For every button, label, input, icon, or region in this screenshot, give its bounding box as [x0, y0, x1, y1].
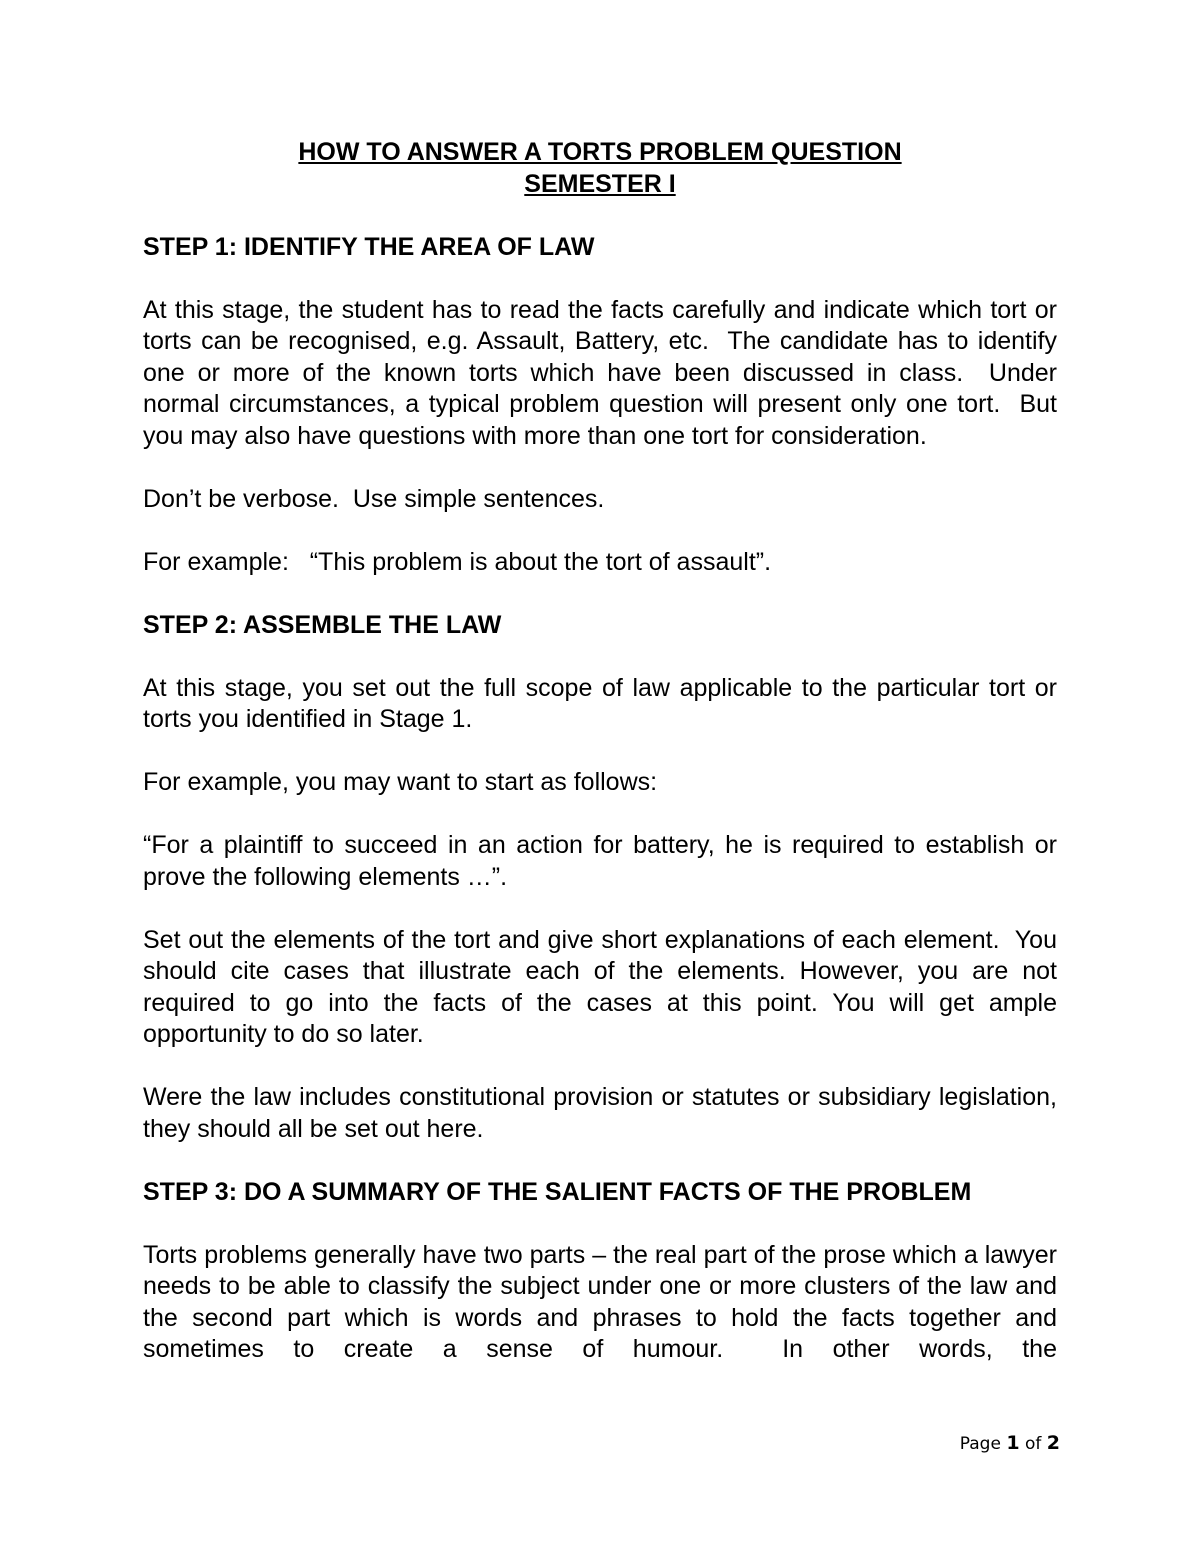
step2-paragraph-5: Were the law includes constitutional provision or statutes or subsidiary legislation, they should all be set out here.: [143, 1083, 1057, 1143]
page-label: Page: [959, 1434, 1001, 1454]
step2-paragraph-2: For example, you may want to start as follows:: [143, 768, 658, 796]
document-title: HOW TO ANSWER A TORTS PROBLEM QUESTION: [298, 138, 902, 166]
step1-paragraph-1: At this stage, the student has to read the facts carefully and indicate which tort or torts can be recognised, e.g. Assault, Battery, etc. The candidate has to identify one or more of the known torts which have been discussed in class. Under normal circumstances, a typical problem question will present only one tort. But you may also have questions with more than one tort for consideration.: [143, 295, 1064, 450]
page-footer: [960, 1432, 1060, 1454]
step1-paragraph-3: For example: “This problem is about the tort of assault”.: [143, 547, 772, 576]
step2-paragraph-4: Set out the elements of the tort and give short explanations of each element. You should cite cases that illustrate each of the elements. However, you are not required to go into the facts of the cases at this point. You will get ample opportunity to do so later.: [143, 925, 1064, 1048]
step2-paragraph-3: “For a plaintiff to succeed in an action for battery, he is required to establish or prove the following elements …”.: [143, 831, 1057, 891]
step1-heading: STEP 1: IDENTIFY THE AREA OF LAW: [143, 232, 595, 261]
step2-heading: STEP 2: ASSEMBLE THE LAW: [143, 610, 502, 639]
document-subtitle: SEMESTER I: [524, 169, 676, 198]
step1-paragraph-2: Don’t be verbose. Use simple sentences.: [143, 484, 605, 513]
step3-paragraph-1: Torts problems generally have two parts – the real part of the prose which a lawyer needs to be able to classify the subject under one or more clusters of the law and the second part which is words and phrases to hold the facts together and sometimes to create a sense of humour. In other words, the: [143, 1240, 1064, 1363]
page-number: 1: [1006, 1432, 1020, 1454]
document-body: [143, 137, 1064, 1366]
of-label: of: [1024, 1434, 1042, 1454]
total-pages: 2: [1046, 1432, 1060, 1454]
step3-heading: STEP 3: DO A SUMMARY OF THE SALIENT FACTS OF THE PROBLEM: [143, 1177, 972, 1206]
step2-paragraph-1: At this stage, you set out the full scope of law applicable to the particular tort or torts you identified in Stage 1.: [143, 673, 1057, 733]
